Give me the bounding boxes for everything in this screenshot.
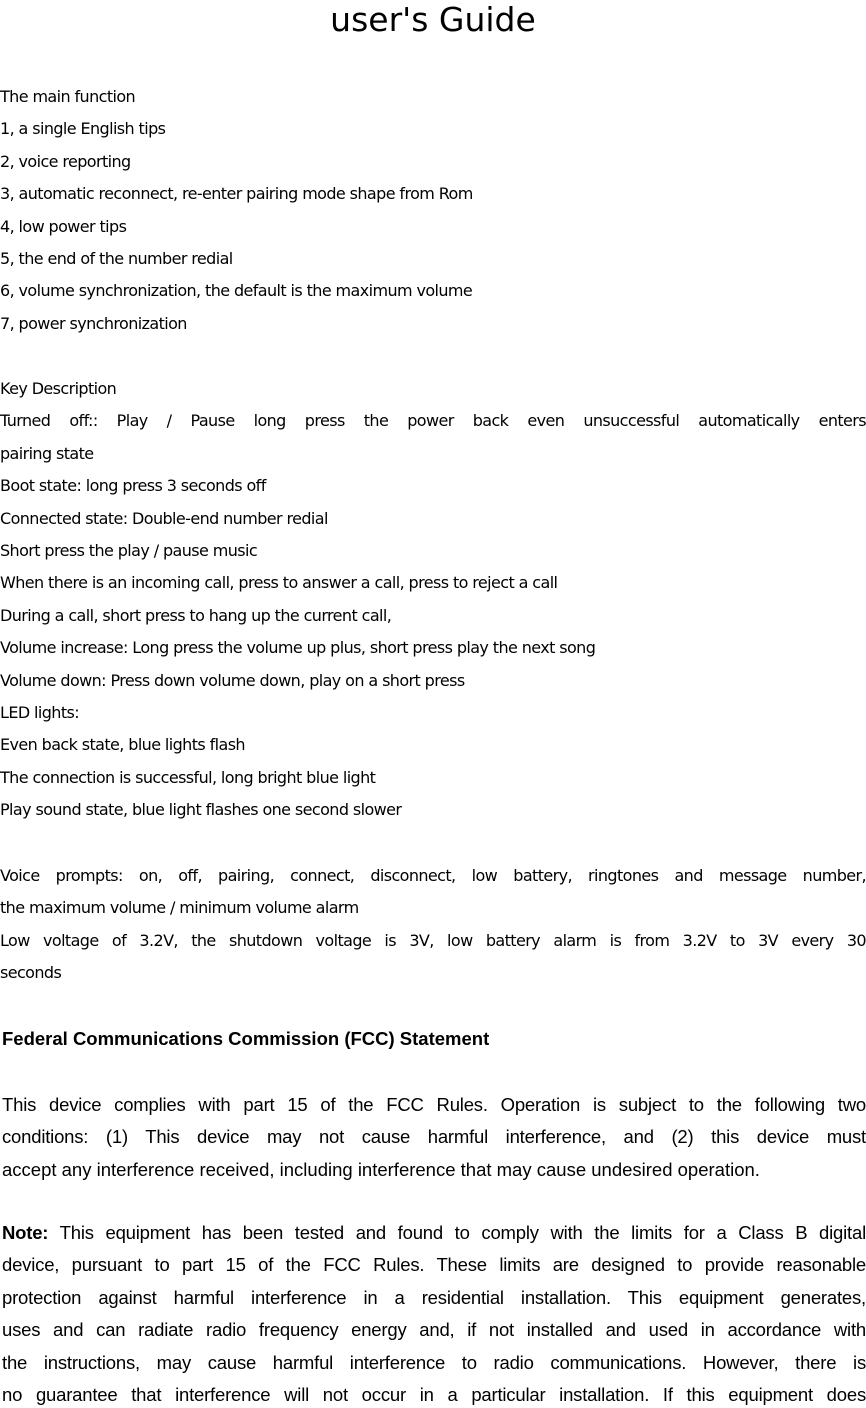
key-description-section bbox=[0, 373, 866, 826]
key-description-line: Boot state: long press 3 seconds off bbox=[0, 476, 266, 496]
main-function-item: 4, low power tips bbox=[0, 216, 127, 236]
fcc-heading: Federal Communications Commission (FCC) Statement bbox=[2, 1028, 490, 1049]
main-function-item: 7, power synchronization bbox=[0, 313, 187, 333]
note-first-line-text: This equipment has been tested and found to comply with the limits for a Class B digital bbox=[48, 1222, 866, 1243]
fcc-note-line: the instructions, may cause harmful interference to radio communications. However, there is bbox=[2, 1351, 866, 1373]
key-description-line: When there is an incoming call, press to answer a call, press to reject a call bbox=[0, 573, 558, 593]
main-function-item: 5, the end of the number redial bbox=[0, 248, 233, 268]
key-description-line: The connection is successful, long bright blue light bbox=[0, 767, 376, 787]
page-title: user's Guide bbox=[330, 0, 536, 39]
voice-prompts-line: Voice prompts: on, off, pairing, connect, disconnect, low battery, ringtones and message number, bbox=[0, 866, 866, 885]
fcc-note-line: uses and can radiate radio frequency energy and, if not installed and used in accordance with bbox=[2, 1319, 866, 1341]
main-function-item: 3, automatic reconnect, re-enter pairing mode shape from Rom bbox=[0, 184, 473, 204]
fcc-note-line: device, pursuant to part 15 of the FCC Rules. These limits are designed to provide reasonable bbox=[2, 1254, 866, 1276]
key-description-line: Even back state, blue lights flash bbox=[0, 735, 245, 755]
main-function-item: 6, volume synchronization, the default is the maximum volume bbox=[0, 281, 473, 301]
key-description-line: Short press the play / pause music bbox=[0, 540, 258, 560]
fcc-statement-line: This device complies with part 15 of the FCC Rules. Operation is subject to the following two bbox=[2, 1094, 866, 1115]
fcc-statement-line: accept any interference received, including interference that may cause undesired operation. bbox=[2, 1158, 760, 1180]
fcc-note-line: protection against harmful interference in a residential installation. This equipment generates, bbox=[2, 1286, 866, 1308]
note-label: Note: bbox=[2, 1222, 49, 1243]
key-description-line: Play sound state, blue light flashes one second slower bbox=[0, 800, 402, 820]
voice-prompts-line: the maximum volume / minimum volume alarm bbox=[0, 898, 359, 918]
main-function-item: 1, a single English tips bbox=[0, 119, 166, 139]
key-description-line: Turned off:: Play / Pause long press the power back even unsuccessful automatically enters bbox=[0, 411, 866, 431]
key-description-line: LED lights: bbox=[0, 702, 80, 722]
fcc-statement-line: conditions: (1) This device may not cause harmful interference, and (2) this device must bbox=[2, 1126, 866, 1148]
main-function-item: 2, voice reporting bbox=[0, 151, 131, 171]
voice-prompts-line: Low voltage of 3.2V, the shutdown voltage is 3V, low battery alarm is from 3.2V to 3V every 30 bbox=[0, 930, 866, 950]
key-description-line: pairing state bbox=[0, 443, 94, 463]
fcc-note-first-line bbox=[2, 1217, 866, 1249]
fcc-note-line: no guarantee that interference will not occur in a particular installation. If this equipment does bbox=[2, 1383, 866, 1405]
main-function-heading: The main function bbox=[0, 87, 136, 106]
key-description-line: Volume increase: Long press the volume up plus, short press play the next song bbox=[0, 638, 596, 658]
voice-prompts-line: seconds bbox=[0, 963, 62, 983]
key-description-line: Volume down: Press down volume down, play on a short press bbox=[0, 670, 465, 690]
key-description-line: Connected state: Double-end number redial bbox=[0, 508, 328, 528]
key-description-heading: Key Description bbox=[0, 379, 117, 398]
key-description-line: During a call, short press to hang up the current call, bbox=[0, 605, 392, 625]
main-function-section bbox=[0, 81, 866, 340]
fcc-note bbox=[2, 1217, 866, 1408]
voice-prompts-section bbox=[0, 860, 866, 990]
fcc-statement bbox=[2, 1089, 866, 1186]
